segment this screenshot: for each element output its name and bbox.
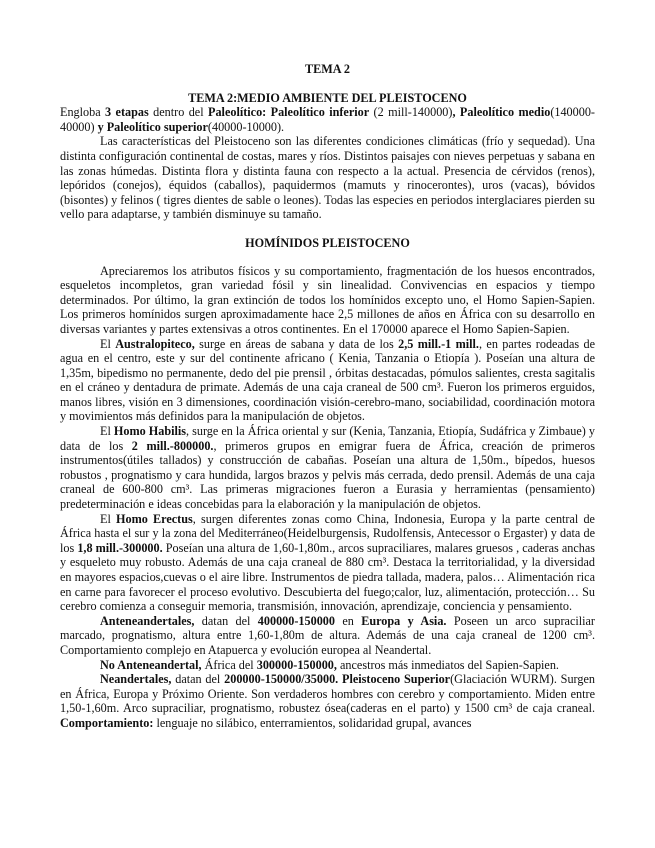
document-title: TEMA 2 [304,62,351,76]
paragraph-caracteristicas: Las características del Pleistoceno son las diferentes condiciones climáticas (frío y sequedad). Una distinta configuración continental de costas, mares y ríos. Distintos paisajes con nieves perpetuas y sabana en las zonas húmedas. Distinta flora y distinta fauna con respecto a la actual. Presencia de cérvidos (renos), lepóridos (conejos), équidos (caballos), paquidermos (mamuts y rinocerontes), uros (vacas), bóvidos (bisontes) y felinos ( tigres dientes de sable o leones). Todas las especies en periodos interglaciares pierden su vello para adaptarse, y también disminuye su tamaño. [60,134,595,222]
chapter-heading: TEMA 2:MEDIO AMBIENTE DEL PLEISTOCENO [188,90,467,105]
document-page [60,62,595,731]
section-heading: HOMÍNIDOS PLEISTOCENO [245,235,410,250]
paragraph-anteneandertales: Anteneandertales, datan del 400000-150000 en Europa y Asia. Poseen un arco supraciliar marcado, prognatismo, altura entre 1,60-1,80m de altura. Además de una caja craneal de 1200 cm³. Comportamiento complejo en Atapuerca y evolución europea al Neandertal. [60,613,595,657]
paragraph-neandertales: Neandertales, datan del 200000-150000/35000. Pleistoceno Superior(Glaciación WURM). Surgen en África, Europa y Próximo Oriente. Son verdaderos hombres con cerebro y comportamiento. Miden entre 1,50-1,60m. Arco supraciliar, prognatismo, robustez ósea(caderas en el parto) y 1500 cm³ de caja craneal. Comportamiento: lenguaje no silábico, enterramientos, solidaridad grupal, avances [60,672,595,730]
paragraph-etapas: Engloba 3 etapas dentro del Paleolítico: Paleolítico inferior (2 mill-140000), Paleolítico medio(140000-40000) y Paleolítico superior(40000-10000). [60,105,595,134]
paragraph-australopiteco: El Australopiteco, surge en áreas de sabana y data de los 2,5 mill.-1 mill., en partes rodeadas de agua en el centro, este y sur del continente africano ( Kenia, Tanzania o Etiopía ). Poseían una altura de 1,35m, bipedismo no permanente, dedo del pie prensil , órbitas destacadas, pómulos salientes, cresta sagitalis en el cráneo y dentadura de primate. Además de una caja craneal de 500 cm³. Fueron los primeros erguidos, manos libres, visión en 3 dimensiones, coordinación visión-cerebro-mano, sociabilidad, coordinación motora y movimientos más definidos para la manipulación de objetos. [60,336,595,424]
paragraph-no-anteneandertal: No Anteneandertal, África del 300000-150000, ancestros más inmediatos del Sapien-Sapien. [100,657,559,672]
paragraph-homo-erectus: El Homo Erectus, surgen diferentes zonas como China, Indonesia, Europa y la parte central de África hasta el sur y la zona del Mediterráneo(Heidelburgensis, Rudolfensis, Antecessor o Ergaster) y data de los 1,8 mill.-300000. Poseían una altura de 1,60-1,80m., arcos supraciliares, malares gruesos , caderas anchas y esqueleto muy robusto. Además de una caja craneal de 880 cm³. Destaca la territorialidad, y la diversidad en mayores espacios,cuevas o el aire libre. Instrumentos de piedra tallada, madera, palos… Alimentación rica en carne para favorecer el proceso evolutivo. Descubierta del fuego;calor, luz, alimentación, protección… Su cerebro comienza a conseguir memoria, transmisión, innovación, aprendizaje, conciencia y pensamiento. [60,511,595,614]
paragraph-introduccion: Apreciaremos los atributos físicos y su comportamiento, fragmentación de los huesos encontrados, esqueletos incompletos, gran variedad fósil y sin linealidad. Convivencias en espacios y tiempo determinados. Por último, la gran extinción de todos los homínidos excepto uno, el Homo Sapien-Sapien. Los primeros homínidos surgen aproximadamente hace 2,5 millones de años en África con su desarrollo en diversas variantes y partes extensivas a otros continentes. En el 170000 aparece el Homo Sapien-Sapien. [60,263,595,336]
paragraph-homo-habilis: El Homo Habilis, surge en la África oriental y sur (Kenia, Tanzania, Etiopía, Sudáfrica y Zimbaue) y data de los 2 mill.-800000., primeros grupos en emigrar fuera de África, creación de primeros instrumentos(útiles tallados) y construcción de cabañas. Poseían una altura de 1,50m., bípedos, huesos robustos , prognatismo y cara hundida, largos brazos y pelvis más cerrada, dedo prensil. Además de una caja craneal de 600-800 cm³. Las primeras migraciones fueron a Eurasia y herramientas (pensamiento) predeterminación e ideas concebidas para la elaboración y la manipulación de objetos. [60,424,595,512]
